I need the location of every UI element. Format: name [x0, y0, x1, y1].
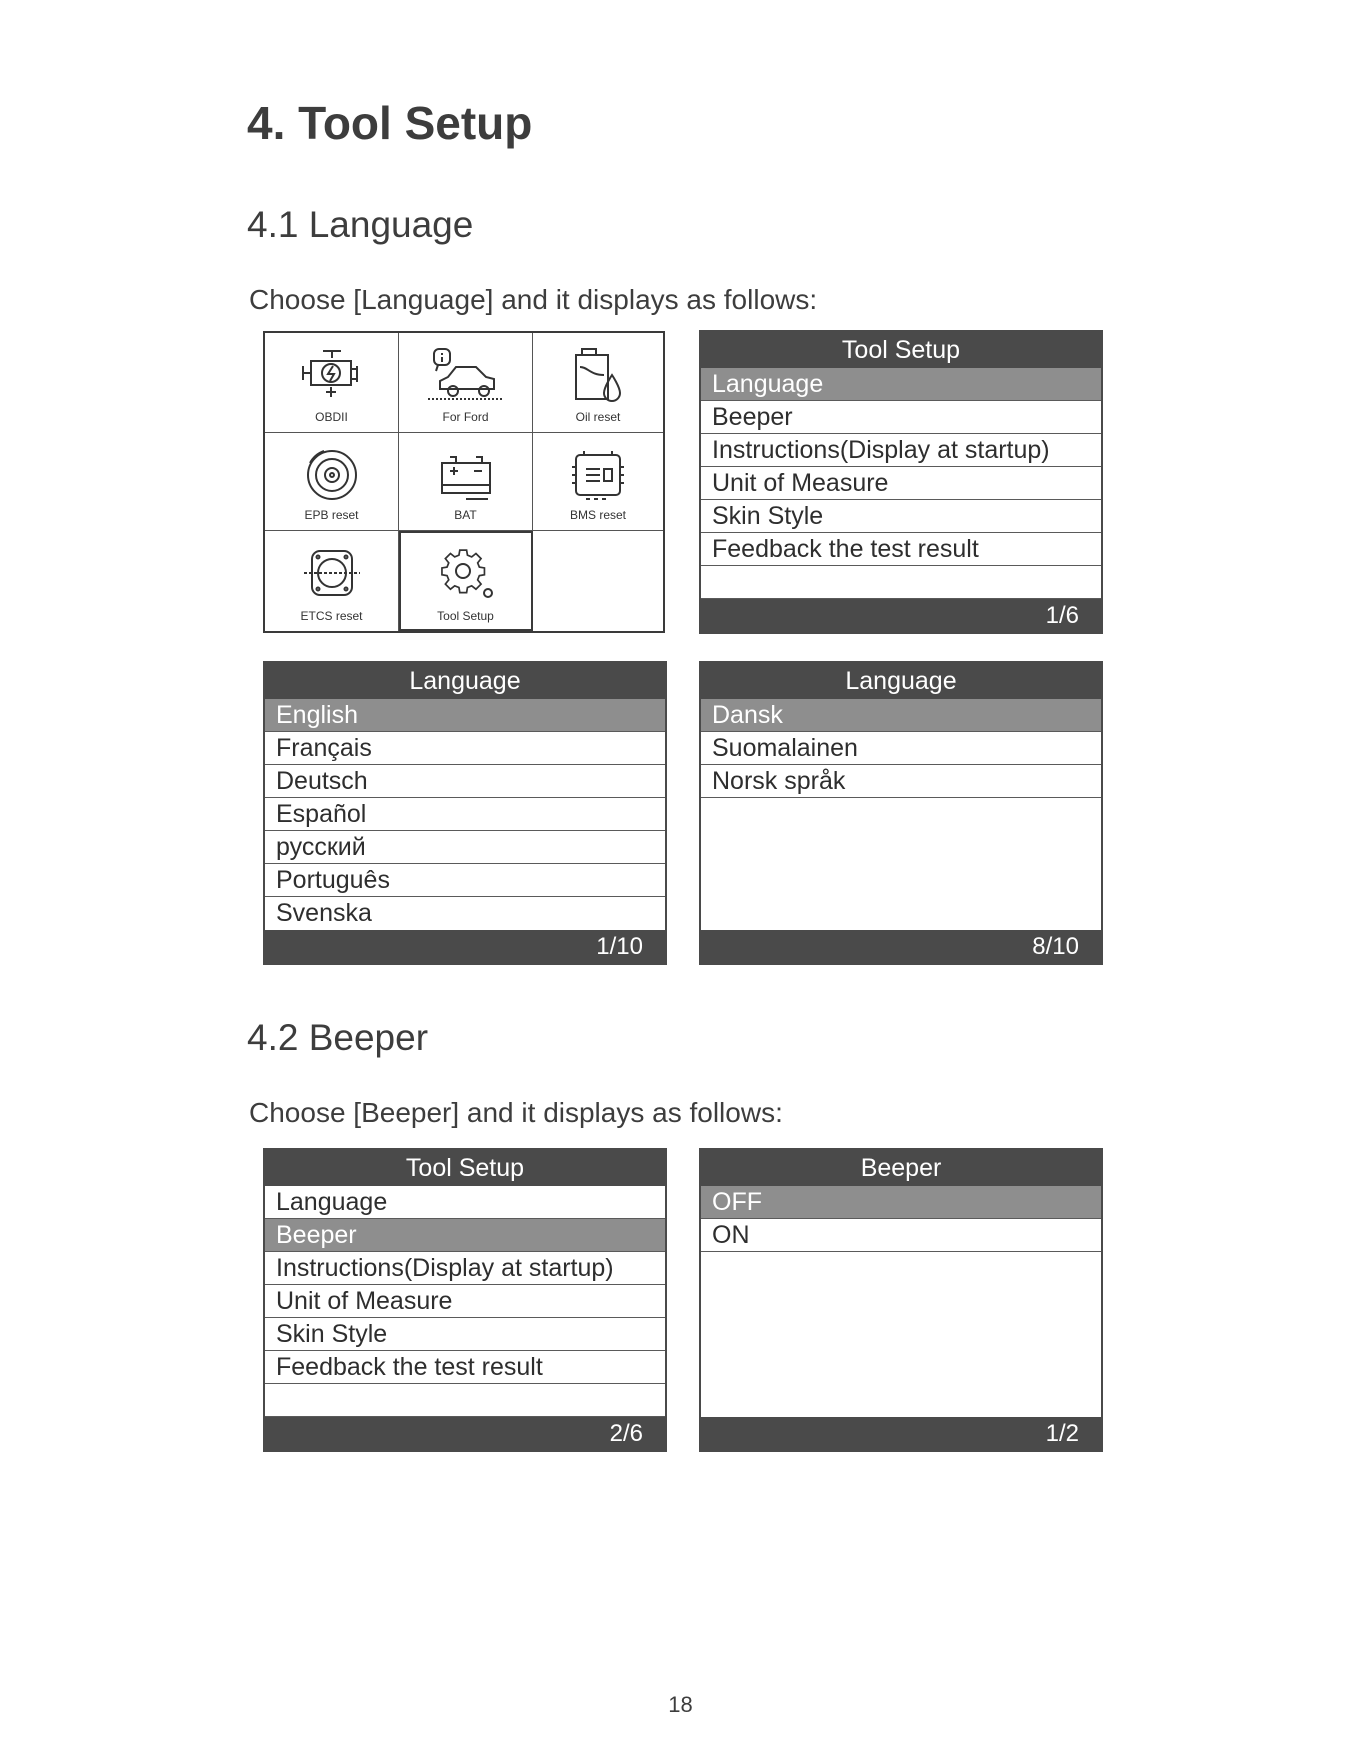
menu-item-blank — [701, 566, 1101, 599]
menu-tile-label: BMS reset — [569, 508, 626, 522]
language-option-svenska[interactable]: Svenska — [276, 899, 372, 927]
menu-item-instructions[interactable]: Instructions(Display at startup) — [701, 434, 1101, 467]
home-menu-grid — [263, 331, 665, 633]
section-intro-language: Choose [Language] and it displays as follows: — [249, 284, 818, 315]
language-option-francais[interactable]: Français — [265, 732, 665, 765]
engine-icon — [299, 347, 365, 399]
section-heading-language: 4.1 Language — [247, 204, 474, 245]
language-option-portugues[interactable]: Português — [265, 864, 665, 897]
page-indicator: 1/6 — [701, 599, 1101, 632]
menu-tile-tool-setup[interactable] — [399, 531, 533, 631]
menu-tile-bat[interactable] — [399, 433, 533, 531]
menu-tile-label: Tool Setup — [437, 609, 494, 623]
menu-item-skin-style[interactable]: Skin Style — [701, 500, 1101, 533]
menu-tile-empty — [533, 531, 663, 631]
section-heading-beeper: 4.2 Beeper — [247, 1017, 429, 1058]
menu-item-instructions[interactable]: Instructions(Display at startup) — [265, 1252, 665, 1285]
menu-tile-label: BAT — [454, 508, 477, 522]
menu-tile-epb-reset[interactable] — [265, 433, 399, 531]
page-title: 4. Tool Setup — [247, 97, 533, 149]
language-option-english[interactable]: English — [265, 699, 665, 732]
tool-setup-screen-beeper-selected — [263, 1148, 667, 1452]
menu-item-beeper[interactable]: Beeper — [265, 1219, 665, 1252]
brake-disc-icon — [302, 447, 362, 503]
menu-tile-obdii[interactable] — [265, 333, 399, 433]
page-indicator: 1/2 — [701, 1417, 1101, 1450]
battery-icon — [436, 447, 496, 503]
throttle-icon — [302, 545, 362, 601]
menu-tile-label: Oil reset — [575, 410, 621, 424]
gear-icon — [436, 545, 496, 601]
menu-item-unit-of-measure[interactable]: Unit of Measure — [265, 1285, 665, 1318]
menu-item-skin-style[interactable]: Skin Style — [265, 1318, 665, 1351]
language-option-espanol[interactable]: Español — [265, 798, 665, 831]
language-option-dansk[interactable]: Dansk — [701, 699, 1101, 732]
language-screen-page-8 — [699, 661, 1103, 965]
menu-tile-etcs-reset[interactable] — [265, 531, 399, 631]
language-screen-page-1 — [263, 661, 667, 965]
menu-item-feedback[interactable]: Feedback the test result — [265, 1351, 665, 1384]
beeper-option-on[interactable]: ON — [701, 1219, 1101, 1252]
menu-item-beeper[interactable]: Beeper — [701, 401, 1101, 434]
beeper-screen — [699, 1148, 1103, 1452]
menu-item-blank — [265, 1384, 665, 1417]
page-number: 18 — [668, 1692, 693, 1717]
menu-item-unit-of-measure[interactable]: Unit of Measure — [701, 467, 1101, 500]
screen-header: Tool Setup — [265, 1150, 665, 1186]
tool-setup-screen — [699, 330, 1103, 634]
menu-tile-bms-reset[interactable] — [533, 433, 663, 531]
screen-header: Language — [265, 663, 665, 699]
menu-item-feedback[interactable]: Feedback the test result — [701, 533, 1101, 566]
section-intro-beeper: Choose [Beeper] and it displays as follows: — [249, 1097, 783, 1128]
screen-header: Beeper — [701, 1150, 1101, 1186]
car-info-icon — [426, 347, 506, 403]
menu-tile-label: EPB reset — [304, 508, 359, 522]
language-option-russian[interactable]: русский — [265, 831, 665, 864]
menu-item-language[interactable]: Language — [265, 1186, 665, 1219]
language-option-suomalainen[interactable]: Suomalainen — [701, 732, 1101, 765]
menu-tile-for-ford[interactable] — [399, 333, 533, 433]
menu-tile-oil-reset[interactable] — [533, 333, 663, 433]
beeper-option-off[interactable]: OFF — [701, 1186, 1101, 1219]
menu-tile-label: ETCS reset — [300, 609, 363, 623]
screen-header: Tool Setup — [701, 332, 1101, 368]
page-indicator: 2/6 — [265, 1417, 665, 1450]
menu-tile-label: OBDII — [315, 410, 348, 424]
menu-item-language[interactable]: Language — [701, 368, 1101, 401]
page-indicator: 1/10 — [265, 930, 665, 963]
menu-tile-label: For Ford — [442, 410, 489, 424]
page-indicator: 8/10 — [701, 930, 1101, 963]
screen-header: Language — [701, 663, 1101, 699]
oil-can-icon — [568, 347, 628, 403]
language-option-norsk[interactable]: Norsk språk — [701, 765, 1101, 798]
language-option-deutsch[interactable]: Deutsch — [265, 765, 665, 798]
bms-chip-icon — [568, 447, 628, 503]
